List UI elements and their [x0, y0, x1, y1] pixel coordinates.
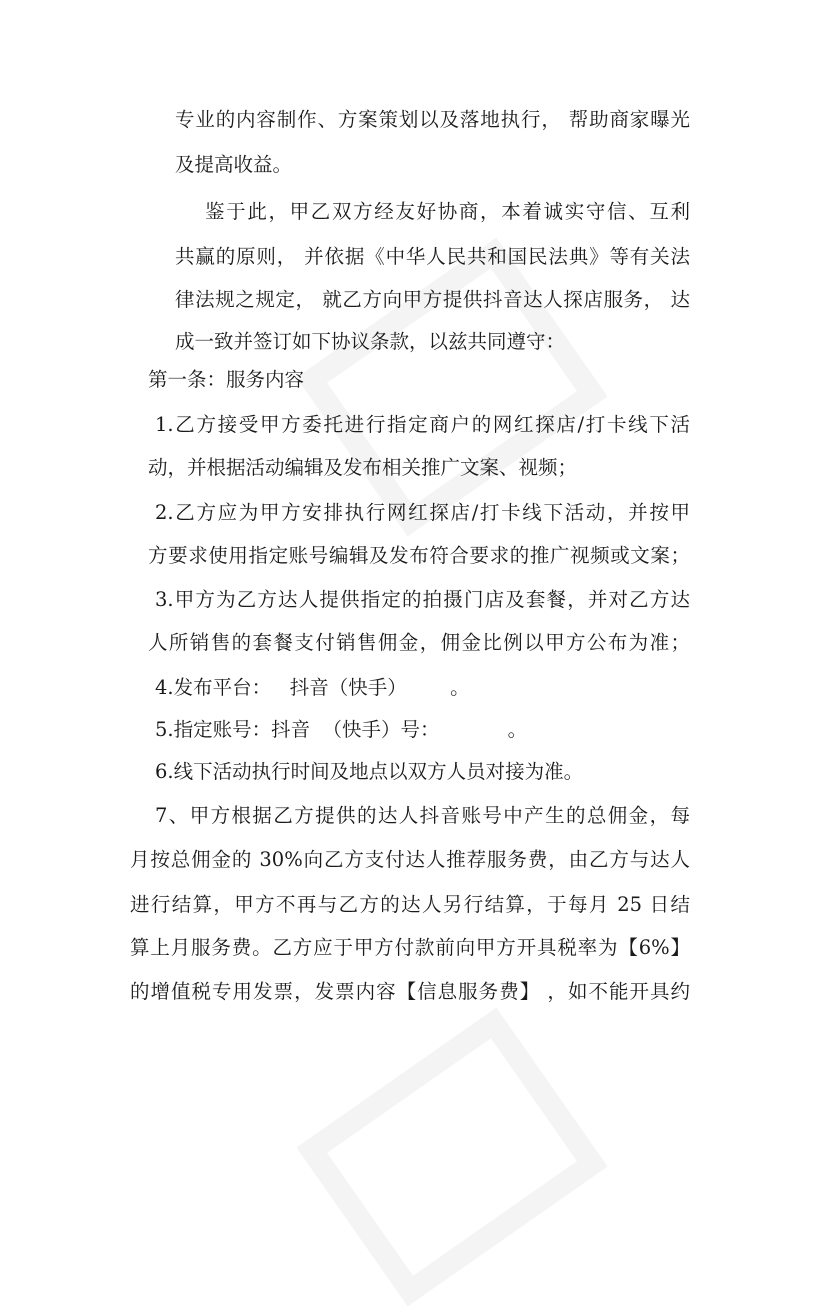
paragraph-line: 鉴于此，甲乙双方经友好协商，本着诚实守信、互利: [205, 200, 690, 223]
clause-line: 月按总佣金的 30%向乙方支付达人推荐服务费，由乙方与达人: [130, 848, 690, 871]
section-heading: 第一条：服务内容: [148, 368, 305, 391]
clause-line: 的增值税专用发票，发票内容【信息服务费】 ，如不能开具约: [130, 980, 690, 1003]
clause-line: 动，并根据活动编辑及发布相关推广文案、视频；: [148, 456, 578, 479]
paragraph-line: 律法规之规定， 就乙方向甲方提供抖音达人探店服务， 达: [175, 288, 690, 311]
clause-line: 方要求使用指定账号编辑及发布符合要求的推广视频或文案；: [148, 544, 690, 567]
clause-line: 7、甲方根据乙方提供的达人抖音账号中产生的总佣金，每: [155, 804, 690, 827]
clause-line: 6.线下活动执行时间及地点以双方人员对接为准。: [155, 760, 584, 783]
clause-line: 进行结算，甲方不再与乙方的达人另行结算，于每月 25 日结: [130, 893, 690, 916]
clause-line: 2.乙方应为甲方安排执行网红探店/打卡线下活动，并按甲: [155, 501, 690, 524]
watermark: [296, 1008, 607, 1306]
watermark: [296, 238, 607, 537]
clause-line: 3.甲方为乙方达人提供指定的拍摄门店及套餐，并对乙方达: [155, 588, 690, 611]
paragraph-line: 成一致并签订如下协议条款，以兹共同遵守：: [175, 330, 566, 353]
paragraph-line: 共赢的原则， 并依据《中华人民共和国民法典》等有关法: [175, 245, 690, 268]
clause-line: 5.指定账号：抖音 （快手）号： 。: [155, 718, 528, 741]
clause-line: 人所销售的套餐支付销售佣金，佣金比例以甲方公布为准；: [148, 631, 690, 654]
clause-line: 4.发布平台： 抖音（快手） 。: [155, 676, 470, 699]
clause-line: 算上月服务费。乙方应于甲方付款前向甲方开具税率为【6%】: [130, 936, 690, 959]
paragraph-line: 及提高收益。: [175, 153, 293, 176]
clause-line: 1.乙方接受甲方委托进行指定商户的网红探店/打卡线下活: [155, 413, 690, 436]
paragraph-line: 专业的内容制作、方案策划以及落地执行， 帮助商家曝光: [175, 108, 690, 131]
